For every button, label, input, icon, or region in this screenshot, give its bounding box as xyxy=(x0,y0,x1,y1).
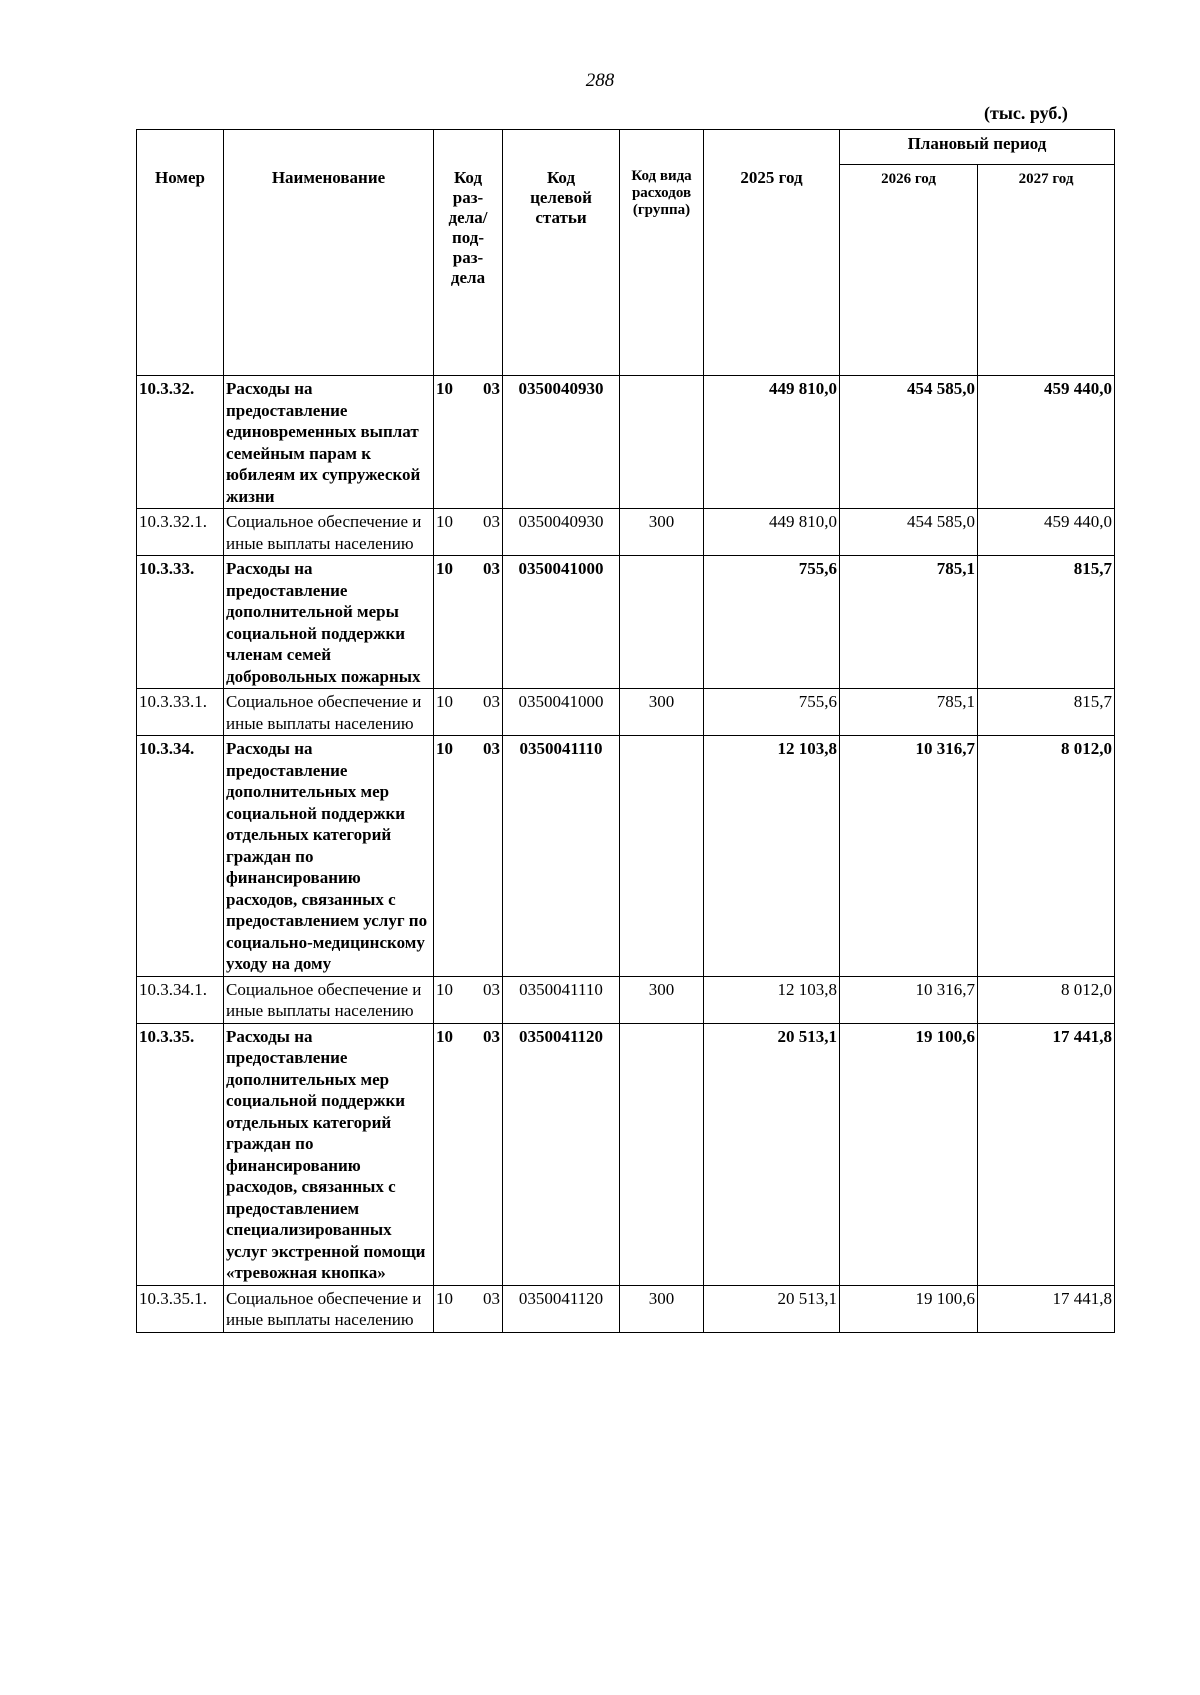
row-number: 10.3.32.1. xyxy=(137,509,224,556)
row-target-code: 0350041110 xyxy=(503,736,620,977)
table-row xyxy=(137,736,1115,977)
table-row xyxy=(137,556,1115,689)
row-value-2025: 755,6 xyxy=(704,556,840,689)
table-row xyxy=(137,689,1115,736)
row-value-2027: 8 012,0 xyxy=(978,976,1115,1023)
row-section: 10 xyxy=(436,692,453,711)
row-value-2025: 449 810,0 xyxy=(704,509,840,556)
row-value-2027: 815,7 xyxy=(978,689,1115,736)
row-value-2027: 459 440,0 xyxy=(978,376,1115,509)
row-number: 10.3.34.1. xyxy=(137,976,224,1023)
table-row xyxy=(137,1023,1115,1285)
row-name: Социальное обеспечение и иные выплаты населению xyxy=(224,689,434,736)
row-section-code xyxy=(434,976,503,1023)
row-expense-type xyxy=(620,736,704,977)
row-value-2026: 10 316,7 xyxy=(840,736,978,977)
row-value-2027: 815,7 xyxy=(978,556,1115,689)
header-planned-period: Плановый период xyxy=(840,130,1115,165)
row-number: 10.3.33.1. xyxy=(137,689,224,736)
row-target-code: 0350041000 xyxy=(503,556,620,689)
row-section: 10 xyxy=(436,739,453,758)
header-section: Код раз-дела/ под-раз-дела xyxy=(434,130,503,376)
row-subsection: 03 xyxy=(483,739,500,758)
table-header-row xyxy=(137,130,1115,165)
row-target-code: 0350040930 xyxy=(503,509,620,556)
row-value-2026: 785,1 xyxy=(840,556,978,689)
table-row xyxy=(137,1285,1115,1332)
row-section-code xyxy=(434,1285,503,1332)
row-expense-type: 300 xyxy=(620,509,704,556)
header-number: Номер xyxy=(137,130,224,376)
row-value-2026: 19 100,6 xyxy=(840,1285,978,1332)
row-section: 10 xyxy=(436,512,453,531)
row-expense-type xyxy=(620,1023,704,1285)
row-value-2025: 12 103,8 xyxy=(704,736,840,977)
row-value-2026: 785,1 xyxy=(840,689,978,736)
row-name: Расходы на предоставление дополнительных мер социальной поддержки отдельных категорий граждан по финансированию расходов, связанных с предоставлением услуг по социально-медицинскому уходу на дому xyxy=(224,736,434,977)
row-expense-type xyxy=(620,556,704,689)
units-label: (тыс. руб.) xyxy=(984,103,1068,123)
row-section-code xyxy=(434,736,503,977)
row-section-code xyxy=(434,376,503,509)
row-subsection: 03 xyxy=(483,1288,500,1308)
header-expense-type: Код вида расходов (группа) xyxy=(620,130,704,376)
header-2025: 2025 год xyxy=(704,130,840,376)
row-section-code xyxy=(434,689,503,736)
row-subsection: 03 xyxy=(483,1026,500,1046)
row-target-code: 0350041120 xyxy=(503,1023,620,1285)
row-name: Расходы на предоставление дополнительной меры социальной поддержки членам семей добровольных пожарных xyxy=(224,556,434,689)
row-section-code xyxy=(434,509,503,556)
row-section: 10 xyxy=(436,1026,453,1046)
row-value-2026: 19 100,6 xyxy=(840,1023,978,1285)
row-value-2025: 755,6 xyxy=(704,689,840,736)
row-number: 10.3.35.1. xyxy=(137,1285,224,1332)
table-body xyxy=(137,376,1115,1333)
row-name: Социальное обеспечение и иные выплаты населению xyxy=(224,1285,434,1332)
row-name: Социальное обеспечение и иные выплаты населению xyxy=(224,976,434,1023)
row-name: Расходы на предоставление дополнительных мер социальной поддержки отдельных категорий граждан по финансированию расходов, связанных с предоставлением специализированных услуг экстренной помощи «тревожная кнопка» xyxy=(224,1023,434,1285)
row-section-code xyxy=(434,556,503,689)
row-value-2026: 454 585,0 xyxy=(840,376,978,509)
row-expense-type: 300 xyxy=(620,1285,704,1332)
row-value-2027: 17 441,8 xyxy=(978,1023,1115,1285)
page-number: 288 xyxy=(585,70,615,91)
row-value-2025: 12 103,8 xyxy=(704,976,840,1023)
row-number: 10.3.34. xyxy=(137,736,224,977)
row-target-code: 0350041000 xyxy=(503,689,620,736)
row-target-code: 0350041110 xyxy=(503,976,620,1023)
row-section: 10 xyxy=(436,979,453,999)
row-target-code: 0350040930 xyxy=(503,376,620,509)
row-value-2026: 454 585,0 xyxy=(840,509,978,556)
row-number: 10.3.33. xyxy=(137,556,224,689)
row-expense-type: 300 xyxy=(620,976,704,1023)
row-subsection: 03 xyxy=(483,692,500,711)
budget-table xyxy=(136,129,1115,1333)
row-value-2025: 449 810,0 xyxy=(704,376,840,509)
table-row xyxy=(137,376,1115,509)
row-value-2027: 459 440,0 xyxy=(978,509,1115,556)
row-value-2026: 10 316,7 xyxy=(840,976,978,1023)
row-number: 10.3.32. xyxy=(137,376,224,509)
row-target-code: 0350041120 xyxy=(503,1285,620,1332)
row-number: 10.3.35. xyxy=(137,1023,224,1285)
row-value-2027: 17 441,8 xyxy=(978,1285,1115,1332)
row-subsection: 03 xyxy=(483,979,500,999)
row-section: 10 xyxy=(436,1288,453,1308)
row-name: Расходы на предоставление единовременных выплат семейным парам к юбилеям их супружеской жизни xyxy=(224,376,434,509)
row-name: Социальное обеспечение и иные выплаты населению xyxy=(224,509,434,556)
row-value-2027: 8 012,0 xyxy=(978,736,1115,977)
header-target: Код целевой статьи xyxy=(503,130,620,376)
row-value-2025: 20 513,1 xyxy=(704,1285,840,1332)
row-expense-type: 300 xyxy=(620,689,704,736)
table-row xyxy=(137,976,1115,1023)
row-section-code xyxy=(434,1023,503,1285)
row-expense-type xyxy=(620,376,704,509)
header-name: Наименование xyxy=(224,130,434,376)
row-subsection: 03 xyxy=(483,559,500,578)
row-section: 10 xyxy=(436,379,453,398)
header-2026: 2026 год xyxy=(840,165,978,376)
row-subsection: 03 xyxy=(483,379,500,398)
row-value-2025: 20 513,1 xyxy=(704,1023,840,1285)
header-2027: 2027 год xyxy=(978,165,1115,376)
row-section: 10 xyxy=(436,559,453,578)
row-subsection: 03 xyxy=(483,512,500,531)
table-row xyxy=(137,509,1115,556)
